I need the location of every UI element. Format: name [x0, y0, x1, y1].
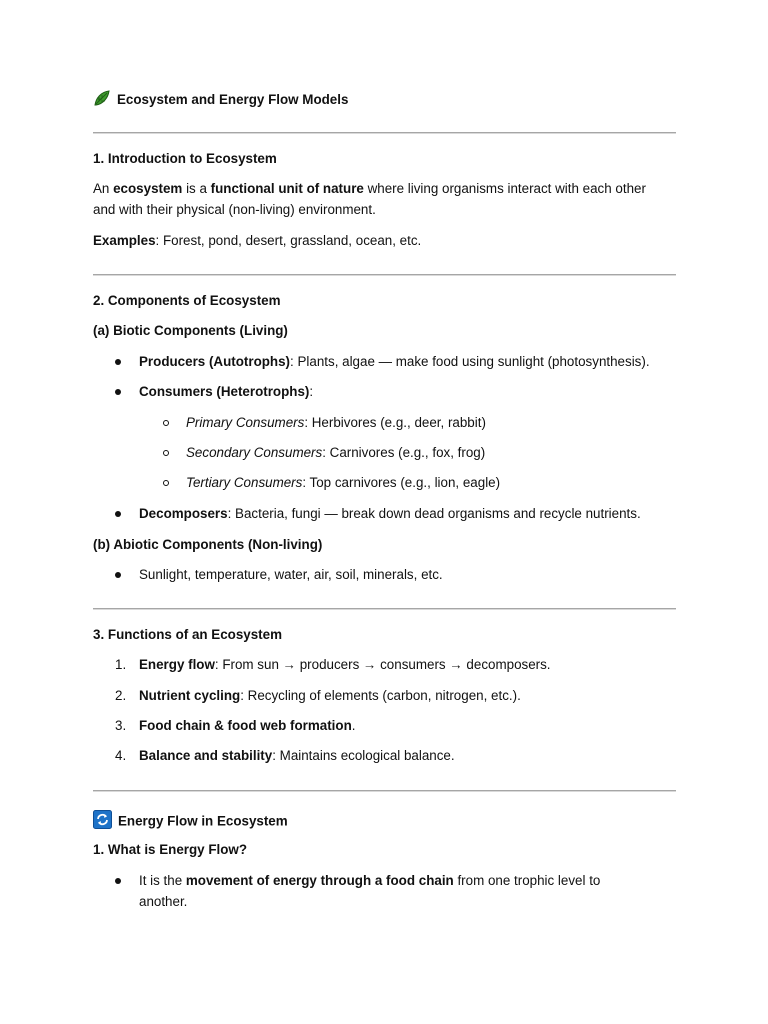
sub-item-secondary — [186, 444, 485, 462]
refresh-icon — [93, 810, 112, 834]
divider — [93, 608, 676, 610]
function-item-balance — [139, 747, 455, 765]
bullet — [115, 878, 121, 884]
function-label: Energy flow — [139, 657, 215, 672]
list-item-consumers — [139, 383, 313, 401]
decomposers-text: : Bacteria, fungi — break down dead organisms and recycle nutrients. — [227, 506, 641, 521]
sub-bullet — [163, 480, 169, 486]
examples-text: : Forest, pond, desert, grassland, ocean, etc. — [155, 233, 422, 248]
biotic-heading: (a) Biotic Components (Living) — [93, 323, 288, 338]
function-text: : Recycling of elements (carbon, nitrogen, etc.). — [240, 688, 521, 703]
term-movement: movement of energy through a food chain — [185, 873, 454, 888]
examples-label: Examples — [93, 233, 156, 248]
energy-sub-heading: 1. What is Energy Flow? — [93, 842, 248, 857]
list-number: 3. — [115, 718, 127, 733]
examples-line — [93, 232, 421, 250]
sub-label: Secondary Consumers — [186, 445, 323, 460]
document-title — [93, 89, 348, 112]
energy-item-line2: another. — [139, 894, 188, 909]
leaf-icon — [93, 89, 111, 112]
function-item-food-chain — [139, 717, 355, 735]
consumers-colon: : — [309, 384, 314, 399]
list-number: 2. — [115, 688, 127, 703]
intro-paragraph-line1 — [93, 180, 646, 198]
term-ecosystem: ecosystem — [113, 181, 183, 196]
function-item-energy-flow — [139, 656, 551, 674]
function-label: Nutrient cycling — [139, 688, 241, 703]
energy-heading-text: Energy Flow in Ecosystem — [118, 813, 288, 829]
producers-label: Producers (Autotrophs) — [139, 354, 291, 369]
consumers-label: Consumers (Heterotrophs) — [139, 384, 310, 399]
divider — [93, 274, 676, 276]
energy-item-line1 — [139, 872, 600, 890]
sub-text: : Carnivores (e.g., fox, frog) — [322, 445, 486, 460]
function-item-nutrient-cycling — [139, 687, 521, 705]
title-text: Ecosystem and Energy Flow Models — [117, 92, 349, 108]
section-heading-functions: 3. Functions of an Ecosystem — [93, 627, 282, 642]
bullet — [115, 359, 121, 365]
section-heading-intro: 1. Introduction to Ecosystem — [93, 151, 277, 166]
text-run: An — [93, 181, 114, 196]
text-run: where living organisms interact with each other — [363, 181, 646, 196]
decomposers-label: Decomposers — [139, 506, 228, 521]
term-functional-unit: functional unit of nature — [210, 181, 364, 196]
text-run: from one trophic level to — [453, 873, 601, 888]
list-number: 1. — [115, 657, 127, 672]
text-run: It is the — [139, 873, 186, 888]
sub-bullet — [163, 450, 169, 456]
bullet — [115, 572, 121, 578]
sub-item-tertiary — [186, 474, 500, 492]
sub-text: : Herbivores (e.g., deer, rabbit) — [304, 415, 486, 430]
intro-paragraph-line2: and with their physical (non-living) environment. — [93, 202, 376, 217]
sub-text: : Top carnivores (e.g., lion, eagle) — [302, 475, 501, 490]
function-text: . — [351, 718, 356, 733]
energy-flow-heading — [93, 810, 288, 834]
sub-bullet — [163, 420, 169, 426]
abiotic-heading: (b) Abiotic Components (Non-living) — [93, 537, 323, 552]
text-run: is a — [182, 181, 211, 196]
list-item-producers — [139, 353, 650, 371]
function-label: Balance and stability — [139, 748, 273, 763]
function-text: : Maintains ecological balance. — [272, 748, 455, 763]
sub-item-primary — [186, 414, 486, 432]
sub-label: Tertiary Consumers — [186, 475, 303, 490]
bullet — [115, 389, 121, 395]
producers-text: : Plants, algae — make food using sunlight (photosynthesis). — [290, 354, 650, 369]
section-heading-components: 2. Components of Ecosystem — [93, 293, 281, 308]
function-label: Food chain & food web formation — [139, 718, 352, 733]
list-item-decomposers — [139, 505, 641, 523]
list-item-abiotic: Sunlight, temperature, water, air, soil, minerals, etc. — [139, 567, 443, 582]
function-text: : From sun → producers → consumers → decomposers. — [214, 657, 551, 672]
divider — [93, 790, 676, 792]
list-number: 4. — [115, 748, 127, 763]
bullet — [115, 511, 121, 517]
sub-label: Primary Consumers — [186, 415, 305, 430]
divider — [93, 132, 676, 134]
